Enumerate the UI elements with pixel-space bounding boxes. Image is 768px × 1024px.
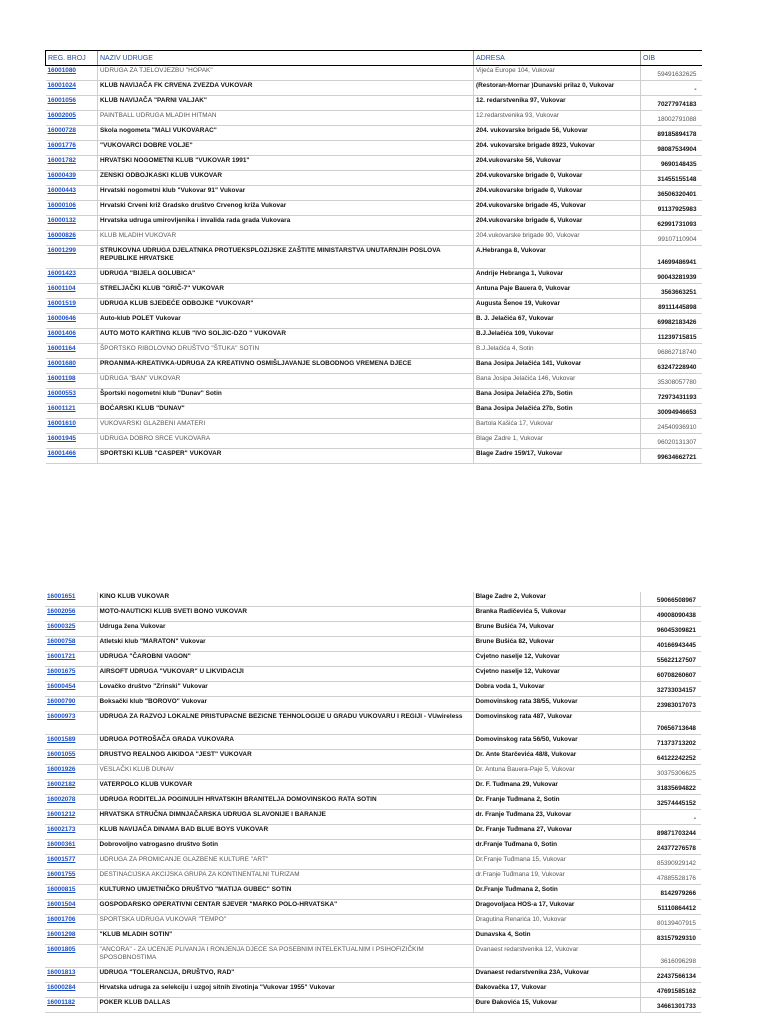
table-header-row [46, 51, 702, 66]
table-row [45, 810, 701, 825]
table-row [45, 930, 701, 945]
table-row [46, 81, 702, 96]
table-row [45, 765, 701, 780]
reg-broj-link[interactable]: 16001610 [46, 419, 98, 434]
association-oib: 90043281939 [641, 269, 702, 284]
association-address: Dr. Antuna Bauera-Paje 5, Vukovar [473, 765, 640, 780]
association-address: Dunavska 4, Sotin [473, 930, 640, 945]
association-name: UDRUGA "ČAROBNI VAGON" [97, 652, 473, 667]
association-name: Hrvatska udruga za selekciju i uzgoj sitnih životinja "Vukovar 1955" Vukovar [97, 983, 473, 998]
association-name: STRUKOVNA UDRUGA DJELATNIKA PROTUEKSPLOZIJSKE ZAŠTITE MINISTARSTVA UNUTARNJIH POSLOVA REPUBLIKE HRVATSKE [98, 246, 474, 269]
association-address: Dragovoljaca HOS-a 17, Vukovar [473, 900, 640, 915]
association-name: UDRUGA KLUB SJEDEĆE ODBOJKE "VUKOVAR" [98, 299, 474, 314]
association-oib: 9690148435 [641, 156, 702, 171]
table-row [46, 156, 702, 171]
table-2-body [45, 592, 701, 1013]
association-address: Blage Zadre 1, Vukovar [474, 434, 641, 449]
association-address: Augusta Šenoe 19, Vukovar [474, 299, 641, 314]
association-address: Bana Josipa Jelačića 146, Vukovar [474, 374, 641, 389]
table-row [45, 825, 701, 840]
association-address: 204.vukovarske brigade 0, Vukovar [474, 186, 641, 201]
association-oib: 32574445152 [640, 795, 701, 810]
association-oib: 30375306625 [640, 765, 701, 780]
association-oib: 96020131307 [641, 434, 702, 449]
association-address: dr. Franje Tuđmana 23, Vukovar [473, 810, 640, 825]
table-row [45, 750, 701, 765]
association-oib: 3616096298 [640, 945, 701, 968]
association-address: Dobra voda 1, Vukovar [473, 682, 640, 697]
association-oib: 72973431193 [641, 389, 702, 404]
reg-broj-link[interactable]: 16001813 [45, 968, 97, 983]
table-row [46, 111, 702, 126]
association-oib: 70277974183 [641, 96, 702, 111]
association-oib: - [640, 810, 701, 825]
association-oib: 49008090438 [640, 607, 701, 622]
reg-broj-link[interactable]: 16001024 [46, 81, 98, 96]
association-address: 204.vukovarske brigade 6, Vukovar [474, 216, 641, 231]
header-oib: OIB [641, 51, 702, 66]
reg-broj-link[interactable]: 16001776 [46, 141, 98, 156]
table-row [46, 299, 702, 314]
reg-broj-link[interactable]: 16002173 [45, 825, 97, 840]
reg-broj-link[interactable]: 16001504 [45, 900, 97, 915]
reg-broj-link[interactable]: 16000325 [45, 622, 97, 637]
association-address: B. J. Jelačića 67, Vukovar [474, 314, 641, 329]
association-address: Bana Josipa Jelačića 27b, Sotin [474, 404, 641, 419]
association-address: dr.Franje Tuđmana 19, Vukovar [473, 870, 640, 885]
reg-broj-link[interactable]: 16001406 [46, 329, 98, 344]
reg-broj-link[interactable]: 16000790 [45, 697, 97, 712]
association-address: Dvanaest redarstvenika 12, Vukovar [473, 945, 640, 968]
association-oib: 96862718740 [641, 344, 702, 359]
reg-broj-link[interactable]: 16001121 [46, 404, 98, 419]
association-name: UDRUGA POTROŠAČA GRADA VUKOVARA [97, 735, 473, 750]
association-address: Domovinskog rata 56/50, Vukovar [473, 735, 640, 750]
association-address: Blage Zadre 2, Vukovar [473, 592, 640, 607]
association-name: UDRUGA ZA RAZVOJ LOKALNE PRISTUPACNE BEZICNE TEHNOLOGIJE U GRADU VUKOVARU I REGIJI - VUwireless [97, 712, 473, 735]
table-row [46, 404, 702, 419]
association-name: HRVATSKI NOGOMETNI KLUB "VUKOVAR 1991" [98, 156, 474, 171]
association-address: Đakovačka 17, Vukovar [473, 983, 640, 998]
association-oib: 24540936910 [641, 419, 702, 434]
table-row [45, 607, 701, 622]
header-reg-broj: REG. BROJ [46, 51, 98, 66]
reg-broj-link[interactable]: 16000826 [46, 231, 98, 246]
association-oib: 64122242252 [640, 750, 701, 765]
reg-broj-link[interactable]: 16000815 [45, 885, 97, 900]
reg-broj-link[interactable]: 16001055 [45, 750, 97, 765]
association-name: KULTURNO UMJETNIČKO DRUŠTVO "MATIJA GUBEC" SOTIN [97, 885, 473, 900]
reg-broj-link[interactable]: 16001466 [46, 449, 98, 464]
association-name: UDRUGA RODITELJA POGINULIH HRVATSKIH BRANITELJA DOMOVINSKOG RATA SOTIN [97, 795, 473, 810]
association-address: Blage Zadre 159/17, Vukovar [474, 449, 641, 464]
table-row [46, 201, 702, 216]
association-oib: 18002791088 [641, 111, 702, 126]
association-oib: 32733034157 [640, 682, 701, 697]
reg-broj-link[interactable]: 16002078 [45, 795, 97, 810]
association-name: VATERPOLO KLUB VUKOVAR [97, 780, 473, 795]
table-row [45, 712, 701, 735]
table-row [46, 329, 702, 344]
association-address: Andrije Hebranga 1, Vukovar [474, 269, 641, 284]
association-oib: 89111445898 [641, 299, 702, 314]
reg-broj-link[interactable]: 16001782 [46, 156, 98, 171]
association-oib: 60708260607 [640, 667, 701, 682]
reg-broj-link[interactable]: 16001164 [46, 344, 98, 359]
association-address: Brune Bušića 74, Vukovar [473, 622, 640, 637]
association-address: Branka Radičevića 5, Vukovar [473, 607, 640, 622]
association-address: B.J.Jelačića 109, Vukovar [474, 329, 641, 344]
table-1-body [46, 66, 702, 464]
association-name: UDRUGA "BAN" VUKOVAR [98, 374, 474, 389]
reg-broj-link[interactable]: 16001755 [45, 870, 97, 885]
association-oib: 34661301733 [640, 998, 701, 1013]
association-name: PROANIMA-KREATIVKA-UDRUGA ZA KREATIVNO OSMIŠLJAVANJE SLOBODNOG VREMENA DJECE [98, 359, 474, 374]
association-oib: 83157929310 [640, 930, 701, 945]
association-oib: 14699486941 [641, 246, 702, 269]
association-address: A.Hebranga 8, Vukovar [474, 246, 641, 269]
reg-broj-link[interactable]: 16000439 [46, 171, 98, 186]
association-name: UDRUGA ZA TJELOVJEZBU "HOPAK" [98, 66, 474, 81]
association-name: SPORTSKI KLUB "CASPER" VUKOVAR [98, 449, 474, 464]
association-oib: 59491632625 [641, 66, 702, 81]
association-oib: 40166943445 [640, 637, 701, 652]
table-row [46, 66, 702, 81]
reg-broj-link[interactable]: 16000758 [45, 637, 97, 652]
table-row [45, 968, 701, 983]
association-oib: 31835694822 [640, 780, 701, 795]
reg-broj-link[interactable]: 16001198 [46, 374, 98, 389]
association-address: Dr. Franje Tuđmana 2, Sotin [473, 795, 640, 810]
table-row [46, 389, 702, 404]
reg-broj-link[interactable]: 16000553 [46, 389, 98, 404]
association-address: Dr. Ante Starčevića 48/8, Vukovar [473, 750, 640, 765]
association-name: UDRUGA "BIJELA GOLUBICA" [98, 269, 474, 284]
reg-broj-link[interactable]: 16000646 [46, 314, 98, 329]
association-oib: 69982183426 [641, 314, 702, 329]
reg-broj-link[interactable]: 16001675 [45, 667, 97, 682]
association-address: Antuna Paje Bauera 0, Vukovar [474, 284, 641, 299]
reg-broj-link[interactable]: 16001577 [45, 855, 97, 870]
association-oib: 98087534904 [641, 141, 702, 156]
reg-broj-link[interactable]: 16001805 [45, 945, 97, 968]
reg-broj-link[interactable]: 16000728 [46, 126, 98, 141]
reg-broj-link[interactable]: 16001519 [46, 299, 98, 314]
association-name: SPORTSKA UDRUGA VUKOVAR "TEMPO" [97, 915, 473, 930]
association-address: Dr. F. Tuđmana 29, Vukovar [473, 780, 640, 795]
association-address: Dr.Franje Tuđmana 15, Vukovar [473, 855, 640, 870]
association-name: UDRUGA DOBRO SRCE VUKOVARA [98, 434, 474, 449]
reg-broj-link[interactable]: 16001182 [45, 998, 97, 1013]
association-oib: 70656713648 [640, 712, 701, 735]
reg-broj-link[interactable]: 16001423 [46, 269, 98, 284]
reg-broj-link[interactable]: 16000106 [46, 201, 98, 216]
association-name: Hrvatski nogometni klub "Vukovar 91" Vukovar [98, 186, 474, 201]
table-row [46, 216, 702, 231]
table-row [46, 246, 702, 269]
association-name: "VUKOVARCI DOBRE VOLJE" [98, 141, 474, 156]
association-address: 12. redarstvenika 97, Vukovar [474, 96, 641, 111]
association-name: AUTO MOTO KARTING KLUB "IVO SOLJIC-DZO " VUKOVAR [98, 329, 474, 344]
table-row [45, 945, 701, 968]
table-row [46, 314, 702, 329]
table-row [46, 231, 702, 246]
association-oib: 80139407915 [640, 915, 701, 930]
table-row [45, 652, 701, 667]
association-address: 204.vukovarske brigade 45, Vukovar [474, 201, 641, 216]
association-oib: 99634662721 [641, 449, 702, 464]
association-name: UDRUGA "TOLERANCIJA, DRUŠTVO, RAD" [97, 968, 473, 983]
reg-broj-link[interactable]: 16001298 [45, 930, 97, 945]
table-row [45, 735, 701, 750]
table-row [45, 622, 701, 637]
association-address: Dr. Franje Tuđmana 27, Vukovar [473, 825, 640, 840]
reg-broj-link[interactable]: 16001212 [45, 810, 97, 825]
association-address: 204.vukovarske brigade 0, Vukovar [474, 171, 641, 186]
table-row [45, 870, 701, 885]
association-address: Brune Bušića 82, Vukovar [473, 637, 640, 652]
association-address: Domovinskog rata 487, Vukovar [473, 712, 640, 735]
association-name: KINO KLUB VUKOVAR [97, 592, 473, 607]
reg-broj-link[interactable]: 16001706 [45, 915, 97, 930]
reg-broj-link[interactable]: 16000443 [46, 186, 98, 201]
reg-broj-link[interactable]: 16001104 [46, 284, 98, 299]
reg-broj-link[interactable]: 16000284 [45, 983, 97, 998]
table-row [46, 449, 702, 464]
association-oib: 31455155148 [641, 171, 702, 186]
table-row [45, 780, 701, 795]
association-oib: 8142979266 [640, 885, 701, 900]
table-row [46, 419, 702, 434]
association-oib: 71373713202 [640, 735, 701, 750]
association-name: VUKOVARSKI GLAZBENI AMATERI [98, 419, 474, 434]
table-row [45, 855, 701, 870]
association-oib: 3563663251 [641, 284, 702, 299]
reg-broj-link[interactable]: 16002182 [45, 780, 97, 795]
association-oib: 47885528176 [640, 870, 701, 885]
association-oib: 91137925983 [641, 201, 702, 216]
association-address: 204. vukovarske brigade 8923, Vukovar [474, 141, 641, 156]
association-name: KLUB NAVIJAČA DINAMA BAD BLUE BOYS VUKOVAR [97, 825, 473, 840]
reg-broj-link[interactable]: 16001945 [46, 434, 98, 449]
association-name: UDRUGA ZA PROMICANJE GLAZBENE KULTURE "ART" [97, 855, 473, 870]
table-row [45, 885, 701, 900]
association-name: Auto-klub POLET Vukovar [98, 314, 474, 329]
association-address: 204. vukovarske brigade 56, Vukovar [474, 126, 641, 141]
association-address: 204.vukovarske brigade 90, Vukovar [474, 231, 641, 246]
association-oib: 23983017073 [640, 697, 701, 712]
association-address: Bartola Kašića 17, Vukovar [474, 419, 641, 434]
association-name: KLUB NAVIJAČA FK CRVENA ZVEZDA VUKOVAR [98, 81, 474, 96]
table-row [45, 637, 701, 652]
table-row [46, 434, 702, 449]
association-address: Bana Josipa Jelačića 27b, Sotin [474, 389, 641, 404]
table-row [46, 374, 702, 389]
association-name: KLUB MLADIH VUKOVAR [98, 231, 474, 246]
association-name: POKER KLUB DALLAS [97, 998, 473, 1013]
association-name: KLUB NAVIJAČA "PARNI VALJAK" [98, 96, 474, 111]
table-row [46, 186, 702, 201]
association-oib: 51110864412 [640, 900, 701, 915]
association-name: "ANCORA" - ZA UCENJE PLIVANJA I RONJENJA DJECE SA POSEBNIM INTELEKTUALNIM I PSIHOFIZIČKIM SPOSOBNOSTIMA [97, 945, 473, 968]
table-2 [45, 592, 701, 1013]
table-row [46, 126, 702, 141]
association-address: 12.redarstvenika 93, Vukovar [474, 111, 641, 126]
association-address: Bana Josipa Jelačića 141, Vukovar [474, 359, 641, 374]
reg-broj-link[interactable]: 16001056 [46, 96, 98, 111]
reg-broj-link[interactable]: 16000361 [45, 840, 97, 855]
reg-broj-link[interactable]: 16000132 [46, 216, 98, 231]
reg-broj-link[interactable]: 16002056 [45, 607, 97, 622]
association-name: VESLAČKI KLUB DUNAV [97, 765, 473, 780]
reg-broj-link[interactable]: 16001651 [45, 592, 97, 607]
reg-broj-link[interactable]: 16001299 [46, 246, 98, 269]
association-name: Hrvatska udruga umirovljenika i invalida rada grada Vukovara [98, 216, 474, 231]
table-row [45, 667, 701, 682]
reg-broj-link[interactable]: 16001926 [45, 765, 97, 780]
table-row [45, 592, 701, 607]
association-oib: 96045309821 [640, 622, 701, 637]
association-address: dr.Franje Tuđmana 0, Sotin [473, 840, 640, 855]
associations-table-top [45, 50, 701, 464]
association-oib: 62991731093 [641, 216, 702, 231]
association-oib: 63247228940 [641, 359, 702, 374]
association-address: Cvjetno naselje 12, Vukovar [473, 667, 640, 682]
associations-table-bottom [45, 592, 701, 1013]
table-row [45, 900, 701, 915]
association-name: GOSPODARSKO OPERATIVNI CENTAR SJEVER "MARKO POLO-HRVATSKA" [97, 900, 473, 915]
table-row [45, 915, 701, 930]
association-name: ZENSKI ODBOJKASKI KLUB VUKOVAR [98, 171, 474, 186]
association-address: Domovinskog rata 38/55, Vukovar [473, 697, 640, 712]
association-oib: 22437566134 [640, 968, 701, 983]
association-address: B.J.Jelačića 4, Sotin [474, 344, 641, 359]
table-row [45, 697, 701, 712]
reg-broj-link[interactable]: 16000454 [45, 682, 97, 697]
association-name: AIRSOFT UDRUGA "VUKOVAR" U LIKVIDACIJI [97, 667, 473, 682]
association-oib: 89871703244 [640, 825, 701, 840]
association-oib: 85390929142 [640, 855, 701, 870]
association-address: 204.vukovarske 56, Vukovar [474, 156, 641, 171]
association-name: HRVATSKA STRUČNA DIMNJAČARSKA UDRUGA SLAVONIJE I BARANJE [97, 810, 473, 825]
table-row [46, 359, 702, 374]
table-row [46, 284, 702, 299]
association-name: Boksački klub "BOROVO" Vukovar [97, 697, 473, 712]
association-oib: 59066508967 [640, 592, 701, 607]
reg-broj-link[interactable]: 16002005 [46, 111, 98, 126]
table-row [45, 682, 701, 697]
association-oib: 11239715815 [641, 329, 702, 344]
association-name: DESTINACIJSKA AKCIJSKA GRUPA ZA KONTINENTALNI TURIZAM [97, 870, 473, 885]
association-oib: - [641, 81, 702, 96]
association-address: Đure Đakovića 15, Vukovar [473, 998, 640, 1013]
association-name: Udruga žena Vukovar [97, 622, 473, 637]
association-name: BOĆARSKI KLUB "DUNAV" [98, 404, 474, 419]
association-oib: 55622127507 [640, 652, 701, 667]
association-name: Skola nogometa "MALI VUKOVARAC" [98, 126, 474, 141]
association-name: Dobrovoljno vatrogasno društvo Sotin [97, 840, 473, 855]
association-oib: 89185894178 [641, 126, 702, 141]
table-1 [45, 50, 702, 464]
association-name: ŠPORTSKO RIBOLOVNO DRUŠTVO "ŠTUKA" SOTIN [98, 344, 474, 359]
association-address: Dr.Franje Tuđmana 2, Sotin [473, 885, 640, 900]
association-oib: 36506320401 [641, 186, 702, 201]
association-address: Dvanaest redarstvenika 23A, Vukovar [473, 968, 640, 983]
table-row [45, 983, 701, 998]
association-oib: 47691585162 [640, 983, 701, 998]
association-name: "KLUB MLADIH SOTIN" [97, 930, 473, 945]
association-address: Dragutina Renarića 10, Vukovar [473, 915, 640, 930]
table-row [46, 171, 702, 186]
association-address: Vijeća Europe 104, Vukovar [474, 66, 641, 81]
association-name: DRUSTVO REALNOG AIKIDOA "JEST" VUKOVAR [97, 750, 473, 765]
association-name: Atletski klub "MARATON" Vukovar [97, 637, 473, 652]
header-adresa: ADRESA [474, 51, 641, 66]
association-name: Lovačko društvo "Zrinski" Vukovar [97, 682, 473, 697]
association-name: Športski nogometni klub "Dunav" Sotin [98, 389, 474, 404]
association-name: STRELJAČKI KLUB "GRIČ-7" VUKOVAR [98, 284, 474, 299]
reg-broj-link[interactable]: 16001680 [46, 359, 98, 374]
association-oib: 99107110904 [641, 231, 702, 246]
table-row [45, 840, 701, 855]
association-oib: 30094946653 [641, 404, 702, 419]
table-row [46, 141, 702, 156]
table-row [45, 795, 701, 810]
association-oib: 35308057780 [641, 374, 702, 389]
table-row [46, 269, 702, 284]
header-naziv-udruge: NAZIV UDRUGE [98, 51, 474, 66]
association-address: Cvjetno naselje 12, Vukovar [473, 652, 640, 667]
reg-broj-link[interactable]: 16001080 [46, 66, 98, 81]
association-name: MOTO-NAUTICKI KLUB SVETI BONO VUKOVAR [97, 607, 473, 622]
association-name: PAINTBALL UDRUGA MLADIH HITMAN [98, 111, 474, 126]
association-address: (Restoran-Mornar )Dunavski prilaz 0, Vukovar [474, 81, 641, 96]
association-oib: 24377276578 [640, 840, 701, 855]
table-row [45, 998, 701, 1013]
table-row [46, 96, 702, 111]
table-row [46, 344, 702, 359]
reg-broj-link[interactable]: 16001589 [45, 735, 97, 750]
reg-broj-link[interactable]: 16001721 [45, 652, 97, 667]
association-name: Hrvatski Crveni križ Gradsko društvo Crvenog križa Vukovar [98, 201, 474, 216]
reg-broj-link[interactable]: 16000973 [45, 712, 97, 735]
